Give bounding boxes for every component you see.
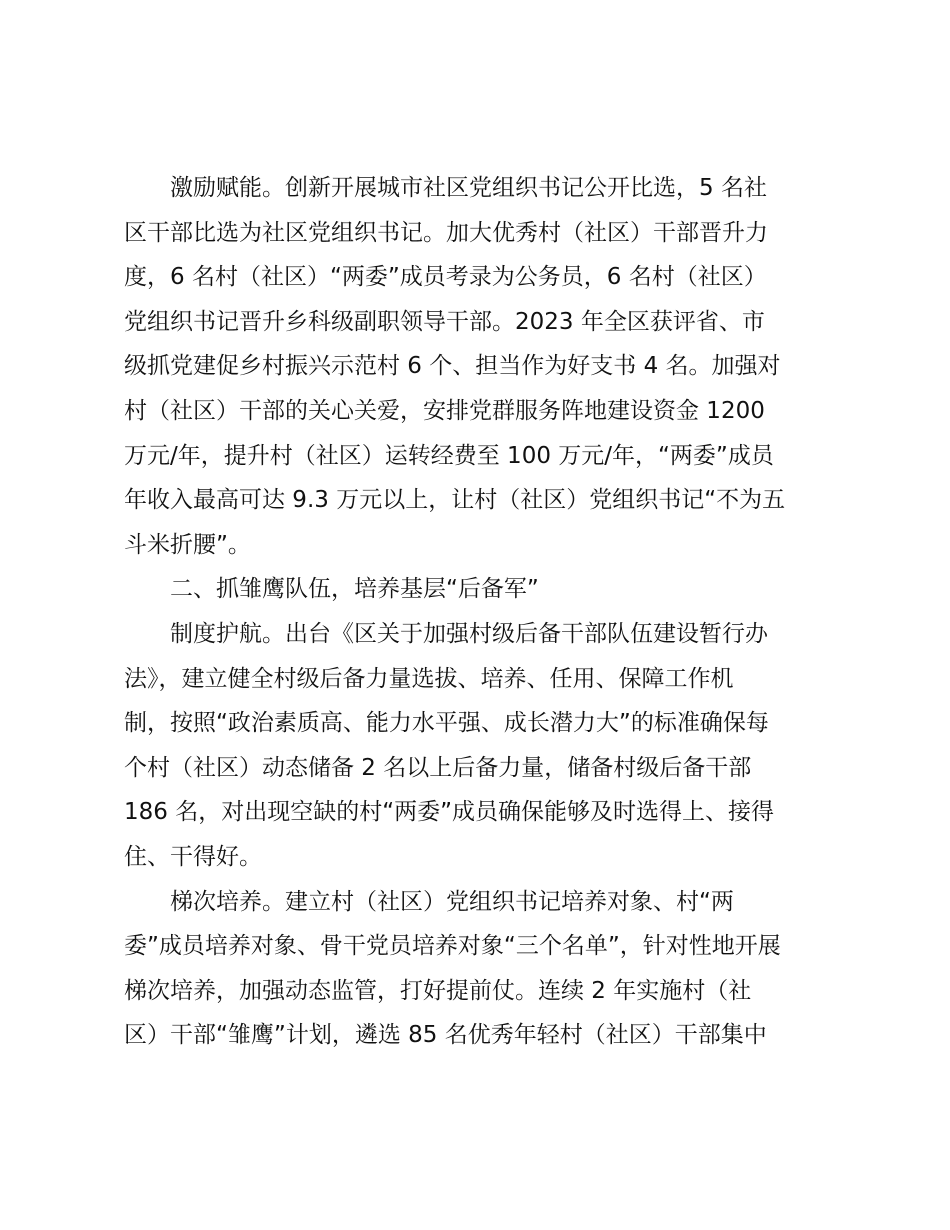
paragraph-line: 法》，建立健全村级后备力量选拔、培养、任用、保障工作机 xyxy=(124,665,734,692)
paragraph-line: 万元/年，提升村（社区）运转经费至 100 万元/年，“两委”成员 xyxy=(124,442,774,469)
paragraph-line: 梯次培养，加强动态监管，打好提前仗。连续 2 年实施村（社 xyxy=(124,977,752,1004)
section-heading: 二、抓雏鹰队伍，培养基层“后备军” xyxy=(170,576,539,603)
paragraph-line: 制度护航。出台《区关于加强村级后备干部队伍建设暂行办 xyxy=(170,620,768,647)
paragraph-line: 制，按照“政治素质高、能力水平强、成长潜力大”的标准确保每 xyxy=(124,710,769,737)
paragraph-line: 斗米折腰”。 xyxy=(124,531,251,558)
paragraph-line: 住、干得好。 xyxy=(124,843,262,870)
paragraph-line: 年收入最高可达 9.3 万元以上，让村（社区）党组织书记“不为五 xyxy=(124,487,786,514)
paragraph-line: 激励赋能。创新开展城市社区党组织书记公开比选，5 名社 xyxy=(170,175,767,201)
paragraph-line: 村（社区）干部的关心关爱，安排党群服务阵地建设资金 1200 xyxy=(124,397,765,424)
paragraph-line: 度，6 名村（社区）“两委”成员考录为公务员，6 名村（社区） xyxy=(124,264,767,291)
paragraph-line: 区）干部“雏鹰”计划，遴选 85 名优秀年轻村（社区）干部集中 xyxy=(124,1022,767,1049)
paragraph-line: 委”成员培养对象、骨干党员培养对象“三个名单”，针对性地开展 xyxy=(124,933,781,960)
document-body xyxy=(124,166,836,1058)
paragraph-line: 梯次培养。建立村（社区）党组织书记培养对象、村“两 xyxy=(170,888,734,915)
paragraph-line: 个村（社区）动态储备 2 名以上后备力量，储备村级后备干部 xyxy=(124,754,752,781)
paragraph-line: 区干部比选为社区党组织书记。加大优秀村（社区）干部晋升力 xyxy=(124,219,768,246)
paragraph-line: 党组织书记晋升乡科级副职领导干部。2023 年全区获评省、市 xyxy=(124,308,765,335)
paragraph-line: 级抓党建促乡村振兴示范村 6 个、担当作为好支书 4 名。加强对 xyxy=(124,353,781,380)
paragraph-line: 186 名，对出现空缺的村“两委”成员确保能够及时选得上、接得 xyxy=(124,799,775,826)
